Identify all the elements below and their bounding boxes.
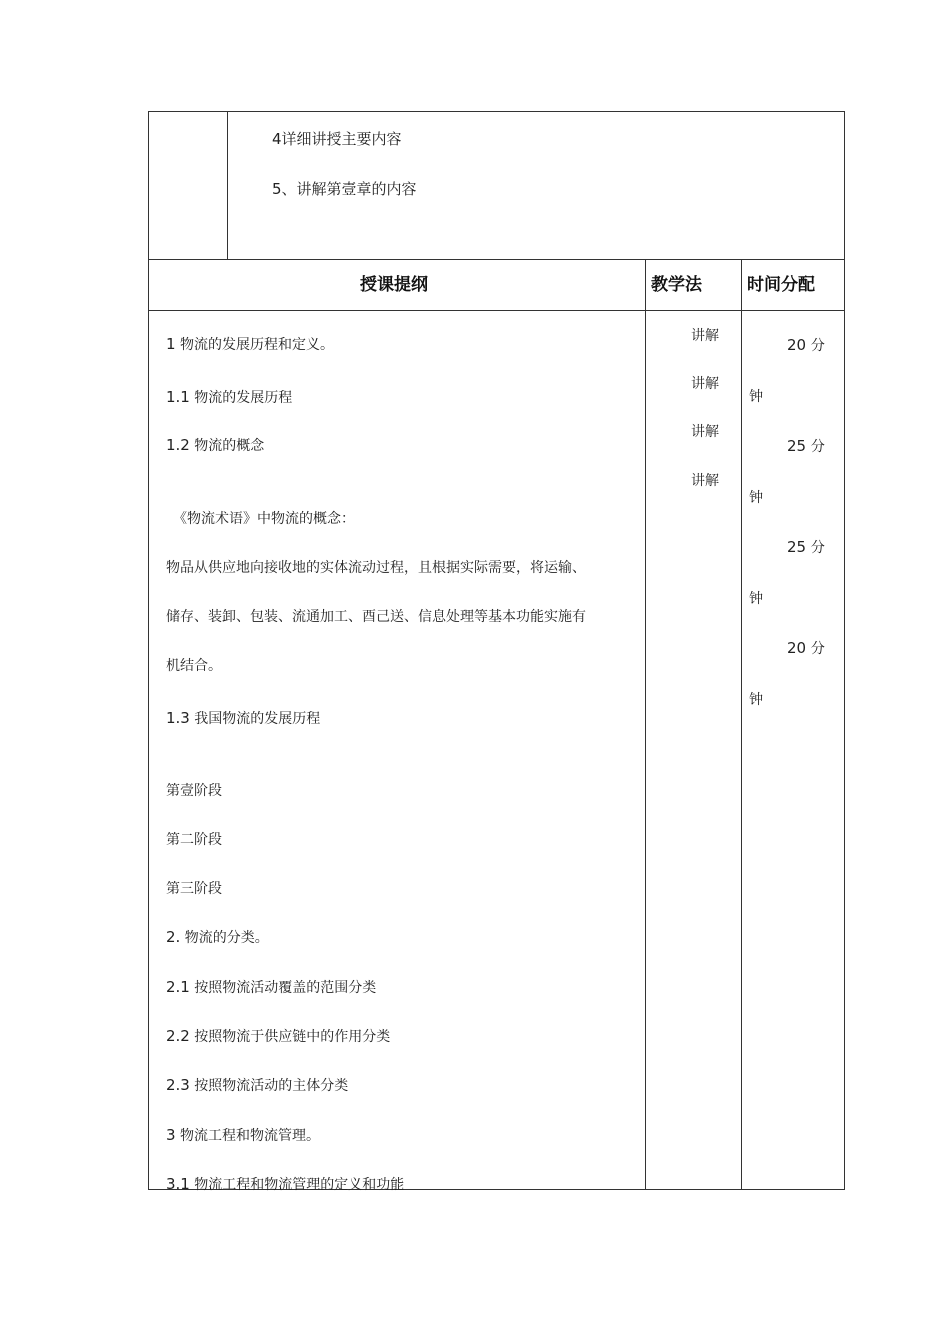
header-outline: 授课提纲	[360, 275, 428, 295]
outline-item: 1 物流的发展历程和定义。	[166, 335, 334, 353]
outline-item: 3 物流工程和物流管理。	[166, 1126, 320, 1144]
top-line-2-num: 5	[272, 180, 282, 198]
time-unit: 钟	[749, 490, 763, 506]
method-cell: 讲解	[691, 424, 719, 440]
outline-item: 3.1 物流工程和物流管理的定义和功能	[166, 1175, 405, 1193]
time-unit: 钟	[749, 692, 763, 708]
top-line-2	[272, 178, 417, 199]
top-line-2-text: 、讲解第壹章的内容	[281, 180, 417, 198]
top-line-1	[272, 128, 402, 149]
column-divider-1	[645, 260, 646, 1189]
time-value: 25 分	[787, 538, 825, 556]
outline-item: 1.1 物流的发展历程	[166, 388, 293, 406]
outline-item: 第二阶段	[166, 832, 222, 848]
time-value: 20 分	[787, 336, 825, 354]
top-left-cell	[149, 112, 228, 260]
time-unit: 钟	[749, 389, 763, 405]
outline-item: 《物流术语》中物流的概念：	[173, 511, 355, 527]
outline-item: 机结合。	[166, 658, 222, 674]
outline-item: 2. 物流的分类。	[166, 928, 269, 946]
outline-item: 第壹阶段	[166, 783, 222, 799]
top-line-1-num: 4	[272, 130, 282, 148]
time-value: 25 分	[787, 437, 825, 455]
outline-item: 2.3 按照物流活动的主体分类	[166, 1076, 349, 1094]
outline-item: 物品从供应地向接收地的实体流动过程，且根据实际需要，将运输、	[166, 560, 586, 576]
lesson-outline-table	[148, 259, 845, 1193]
column-divider-2	[741, 260, 742, 1189]
top-line-1-text: 详细讲授主要内容	[281, 130, 402, 148]
outline-item: 1.3 我国物流的发展历程	[166, 709, 321, 727]
header-time: 时间分配	[747, 275, 815, 295]
outline-item: 2.1 按照物流活动覆盖的范围分类	[166, 978, 377, 996]
header-method: 教学法	[651, 275, 702, 295]
time-value: 20 分	[787, 639, 825, 657]
outline-item: 2.2 按照物流于供应链中的作用分类	[166, 1027, 391, 1045]
table-header-row	[149, 260, 844, 311]
method-cell: 讲解	[691, 328, 719, 344]
outline-item: 储存、装卸、包装、流通加工、酉己送、信息处理等基本功能实施有	[166, 609, 586, 625]
outline-item: 第三阶段	[166, 881, 222, 897]
method-cell: 讲解	[691, 376, 719, 392]
method-cell: 讲解	[691, 473, 719, 489]
top-table-section	[148, 111, 845, 259]
outline-item: 1.2 物流的概念	[166, 436, 265, 454]
time-unit: 钟	[749, 591, 763, 607]
